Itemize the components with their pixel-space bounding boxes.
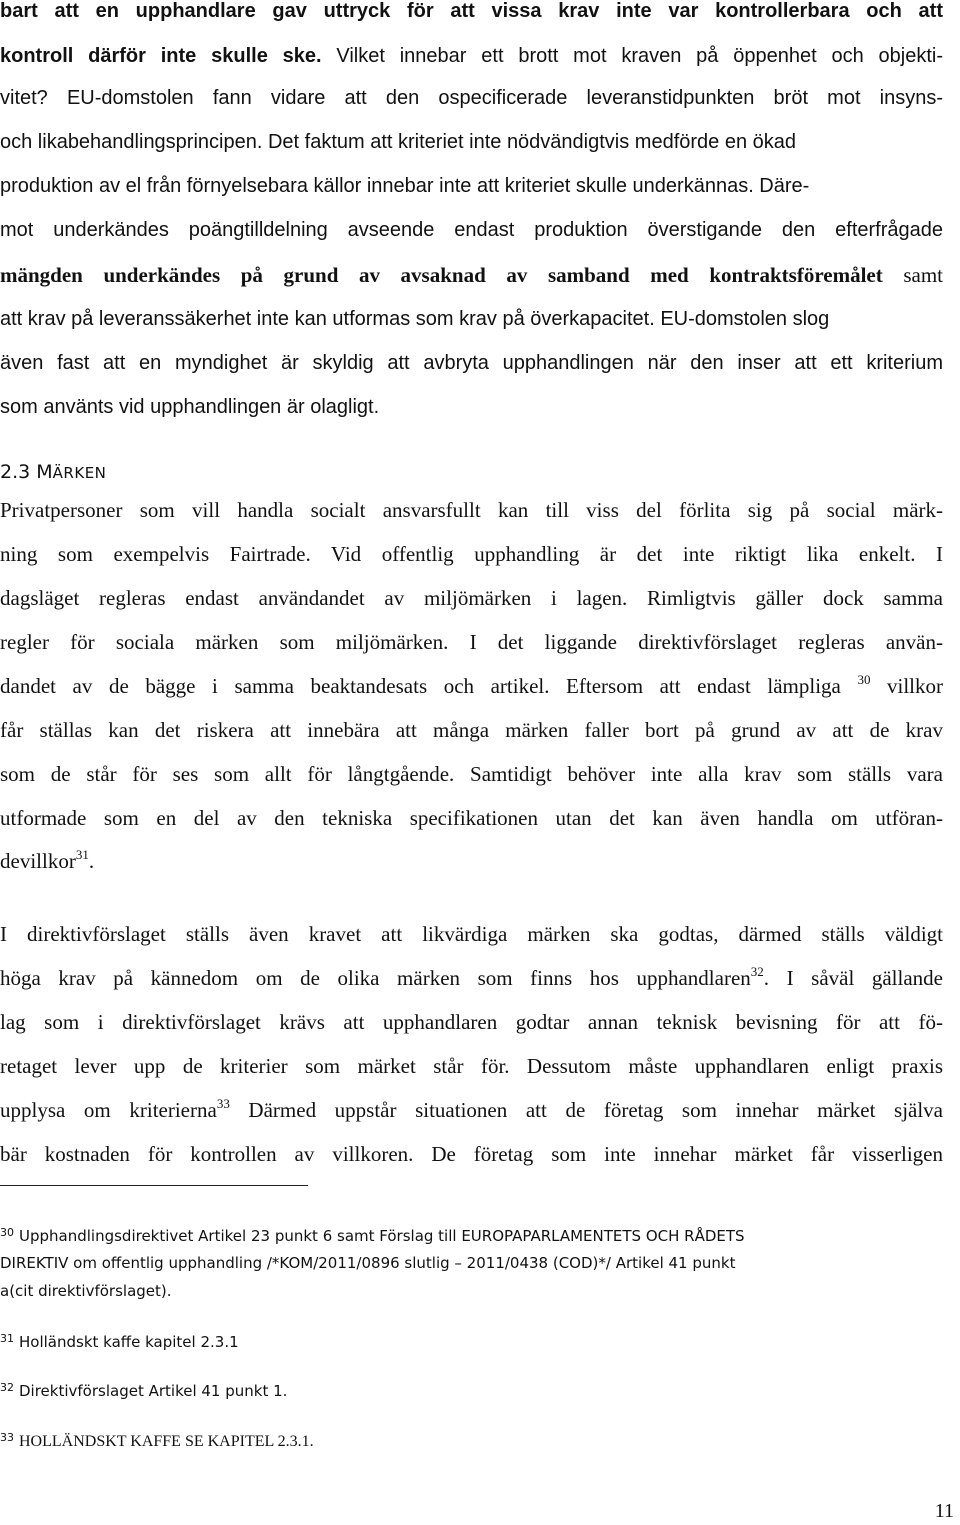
text-line: lag som i direktivförslaget krävs att upphandlaren godtar annan teknisk bevisning för att fö-: [0, 1010, 943, 1034]
text-line: produktion av el från förnyelsebara källor innebar inte att kriteriet skulle underkännas. Däre-: [0, 175, 810, 197]
footnote-31: $^{31}$ Holländskt kaffe kapitel 2.3.1: [0, 1332, 239, 1351]
text-line: upplysa om kriterierna$^{33}$ Därmed uppstår situationen att de företag som innehar märket själva: [0, 1096, 943, 1122]
section-heading: [0, 461, 106, 483]
text-line: även fast att en myndighet är skyldig att avbryta upphandlingen när den inser att ett kriterium: [0, 352, 943, 374]
section-title: MÄRKEN: [36, 461, 107, 483]
footnote-ref[interactable]: 32: [750, 964, 764, 979]
footnote-30-cont: DIREKTIV om offentlig upphandling /*KOM/2011/0896 slutlig – 2011/0438 (COD)*/ Artikel 41 punkt: [0, 1254, 736, 1272]
text-line: som de står för ses som allt för långtgående. Samtidigt behöver inte alla krav som ställs vara: [0, 762, 943, 786]
footnote-separator: [0, 1185, 308, 1186]
footnote-ref[interactable]: 33: [216, 1096, 230, 1111]
footnote-33: $^{33}$ HOLLÄNDSKT KAFFE SE KAPITEL 2.3.1.: [0, 1431, 314, 1450]
text-line: och likabehandlingsprincipen. Det faktum att kriteriet inte nödvändigtvis medförde en ökad: [0, 131, 797, 153]
footnote-32: $^{32}$ Direktivförslaget Artikel 41 punkt 1.: [0, 1381, 288, 1400]
text-line: ning som exempelvis Fairtrade. Vid offentlig upphandling är det inte riktigt lika enkelt. I: [0, 542, 943, 566]
text-line: mängden underkändes på grund av avsaknad av samband med kontraktsföremålet samt: [0, 263, 944, 287]
text-line: Privatpersoner som vill handla socialt ansvarsfullt kan till viss del förlita sig på social märk-: [0, 498, 943, 522]
footnote-ref[interactable]: 31: [75, 847, 89, 862]
text-line: får ställas kan det riskera att innebära att många märken faller bort på grund av att de krav: [0, 718, 943, 742]
footnote-30-cont: a(cit direktivförslaget).: [0, 1282, 172, 1300]
text-line: kontroll därför inte skulle ske. Vilket innebar ett brott mot kraven på öppenhet och objekti-: [0, 45, 943, 67]
text-line: mot underkändes poängtilldelning avseende endast produktion överstigande den efterfrågade: [0, 219, 943, 241]
text-line: bart att en upphandlare gav uttryck för att vissa krav inte var kontrollerbara och att: [0, 0, 943, 22]
text-line: regler för sociala märken som miljömärken. I det liggande direktivförslaget regleras använ-: [0, 630, 943, 654]
text-line: I direktivförslaget ställs även kravet att likvärdiga märken ska godtas, därmed ställs väldigt: [0, 922, 943, 946]
text-line: som använts vid upphandlingen är olagligt.: [0, 396, 380, 418]
text-line: retaget lever upp de kriterier som märket står för. Dessutom måste upphandlaren enligt praxis: [0, 1054, 943, 1078]
text-line: devillkor$^{31}$.: [0, 847, 95, 873]
text-line: dagsläget regleras endast användandet av miljömärken i lagen. Rimligtvis gäller dock samma: [0, 586, 943, 610]
text-line: bär kostnaden för kontrollen av villkoren. De företag som inte innehar märket får visserligen: [0, 1142, 943, 1166]
footnote-30: $^{30}$ Upphandlingsdirektivet Artikel 23 punkt 6 samt Förslag till EUROPAPARLAMENTETS OCH RÅDETS: [0, 1226, 745, 1245]
text-line: höga krav på kännedom om de olika märken som finns hos upphandlaren$^{32}$. I såväl gällande: [0, 964, 943, 990]
footnote-ref[interactable]: 30: [857, 672, 871, 687]
text-line: att krav på leveranssäkerhet inte kan utformas som krav på överkapacitet. EU-domstolen slog: [0, 308, 830, 330]
text-line: dandet av de bägge i samma beaktandesats och artikel. Eftersom att endast lämpliga $^{30}$ villkor: [0, 672, 944, 698]
text-line: vitet? EU-domstolen fann vidare att den ospecificerade leveranstidpunkten bröt mot insyns-: [0, 87, 943, 109]
section-number: 2.3: [0, 461, 31, 483]
page-number: 11: [934, 1500, 954, 1522]
text-line: utformade som en del av den tekniska specifikationen utan det kan även handla om utföran-: [0, 806, 943, 830]
